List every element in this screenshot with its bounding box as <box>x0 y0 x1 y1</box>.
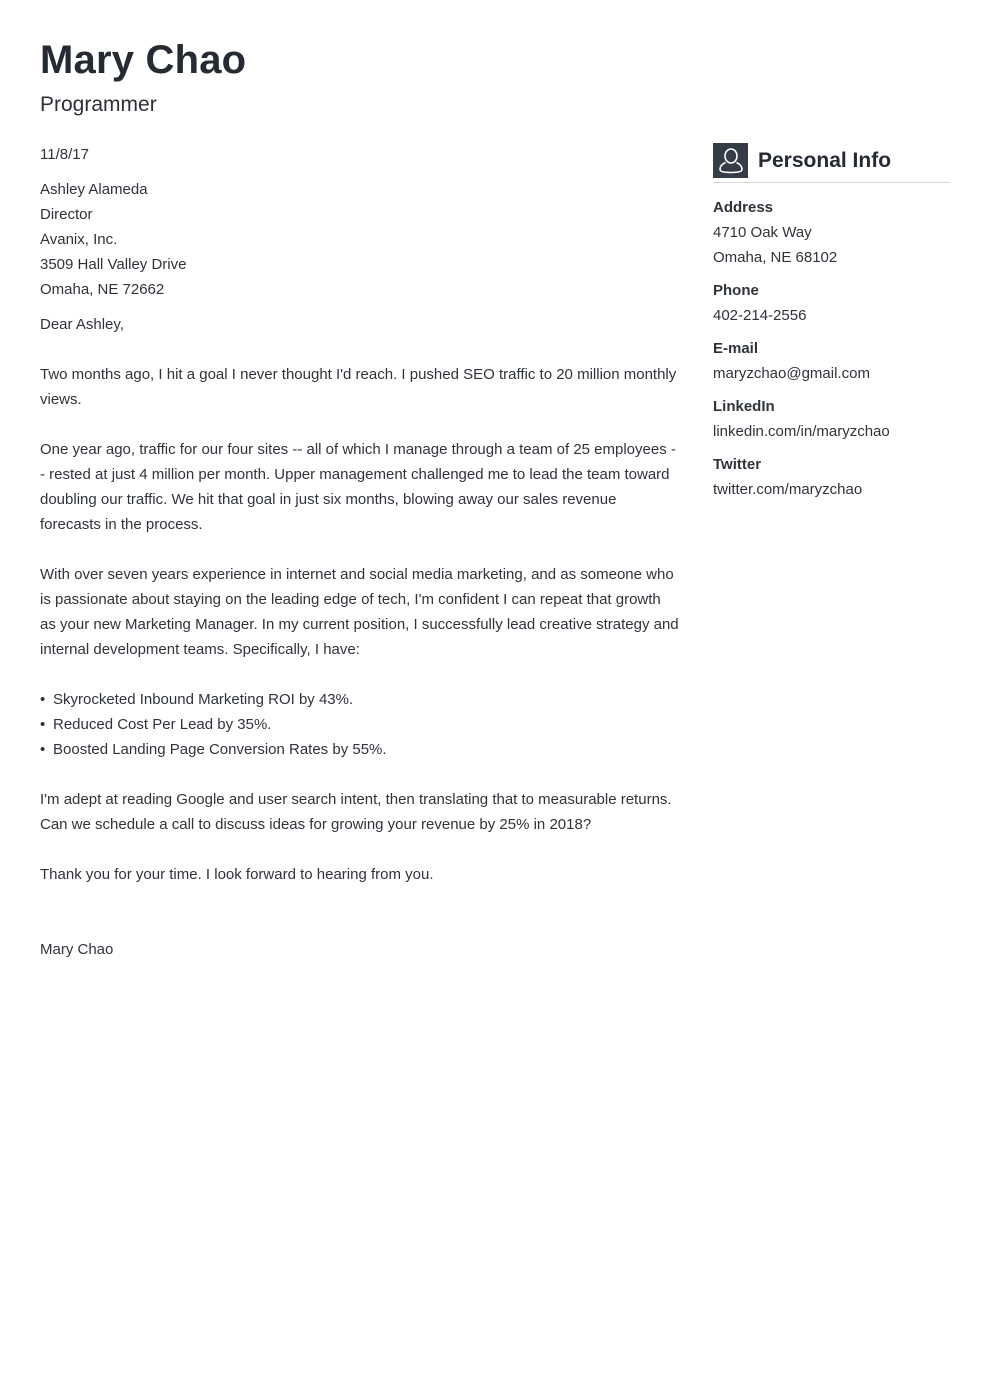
section-header <box>713 143 950 183</box>
linkedin-group <box>713 394 950 444</box>
closing-paragraph: Thank you for your time. I look forward to hearing from you. <box>40 866 434 883</box>
personal-info-sidebar <box>713 143 950 510</box>
salutation: Dear Ashley, <box>40 316 124 333</box>
list-item: • Skyrocketed Inbound Marketing ROI by 43%. <box>40 687 680 712</box>
list-item: • Reduced Cost Per Lead by 35%. <box>40 712 680 737</box>
email-group <box>713 336 950 386</box>
phone-label: Phone <box>713 282 759 299</box>
recipient-street: 3509 Hall Valley Drive <box>40 256 187 273</box>
recipient-name: Ashley Alameda <box>40 181 148 198</box>
email-value[interactable]: maryzchao@gmail.com <box>713 365 870 382</box>
recipient-block <box>40 177 680 302</box>
achievements-list <box>40 687 680 762</box>
phone-group <box>713 278 950 328</box>
address-line1: 4710 Oak Way <box>713 224 812 241</box>
address-line2: Omaha, NE 68102 <box>713 249 838 266</box>
recipient-title: Director <box>40 206 93 223</box>
applicant-title: Programmer <box>40 93 157 116</box>
twitter-link[interactable]: twitter.com/maryzchao <box>713 481 863 498</box>
section-title: Personal Info <box>758 148 892 172</box>
paragraph-3: With over seven years experience in internet and social media marketing, and as someone who is passionate about staying on the leading edge of tech, I'm confident I can repeat that growth as your new Marketing Manager. In my current position, I successfully lead creative strategy and internal development teams. Specifically, I have: <box>40 566 679 658</box>
email-label: E-mail <box>713 340 759 357</box>
recipient-city: Omaha, NE 72662 <box>40 281 165 298</box>
paragraph-4: I'm adept at reading Google and user search intent, then translating that to measurable returns. Can we schedule a call to discuss ideas for growing your revenue by 25% in 2018? <box>40 791 672 833</box>
linkedin-label: LinkedIn <box>713 398 775 415</box>
info-list <box>713 195 950 502</box>
twitter-group <box>713 452 950 502</box>
letter-body <box>40 142 680 962</box>
list-item: • Boosted Landing Page Conversion Rates by 55%. <box>40 737 680 762</box>
paragraph-2: One year ago, traffic for our four sites -- all of which I manage through a team of 25 employees -- rested at just 4 million per month. Upper management challenged me to lead the team toward doubling our traffic. We hit that goal in just six months, blowing away our sales revenue forecasts in the process. <box>40 441 676 533</box>
person-icon <box>713 143 748 178</box>
address-group <box>713 195 950 270</box>
linkedin-link[interactable]: linkedin.com/in/maryzchao <box>713 423 890 440</box>
address-label: Address <box>713 199 774 216</box>
applicant-name: Mary Chao <box>40 38 247 82</box>
recipient-company: Avanix, Inc. <box>40 231 118 248</box>
phone-value: 402-214-2556 <box>713 307 807 324</box>
letter-date: 11/8/17 <box>40 146 89 163</box>
letter-header <box>40 36 246 118</box>
paragraph-1: Two months ago, I hit a goal I never thought I'd reach. I pushed SEO traffic to 20 million monthly views. <box>40 366 677 408</box>
twitter-label: Twitter <box>713 456 762 473</box>
signature: Mary Chao <box>40 941 114 958</box>
